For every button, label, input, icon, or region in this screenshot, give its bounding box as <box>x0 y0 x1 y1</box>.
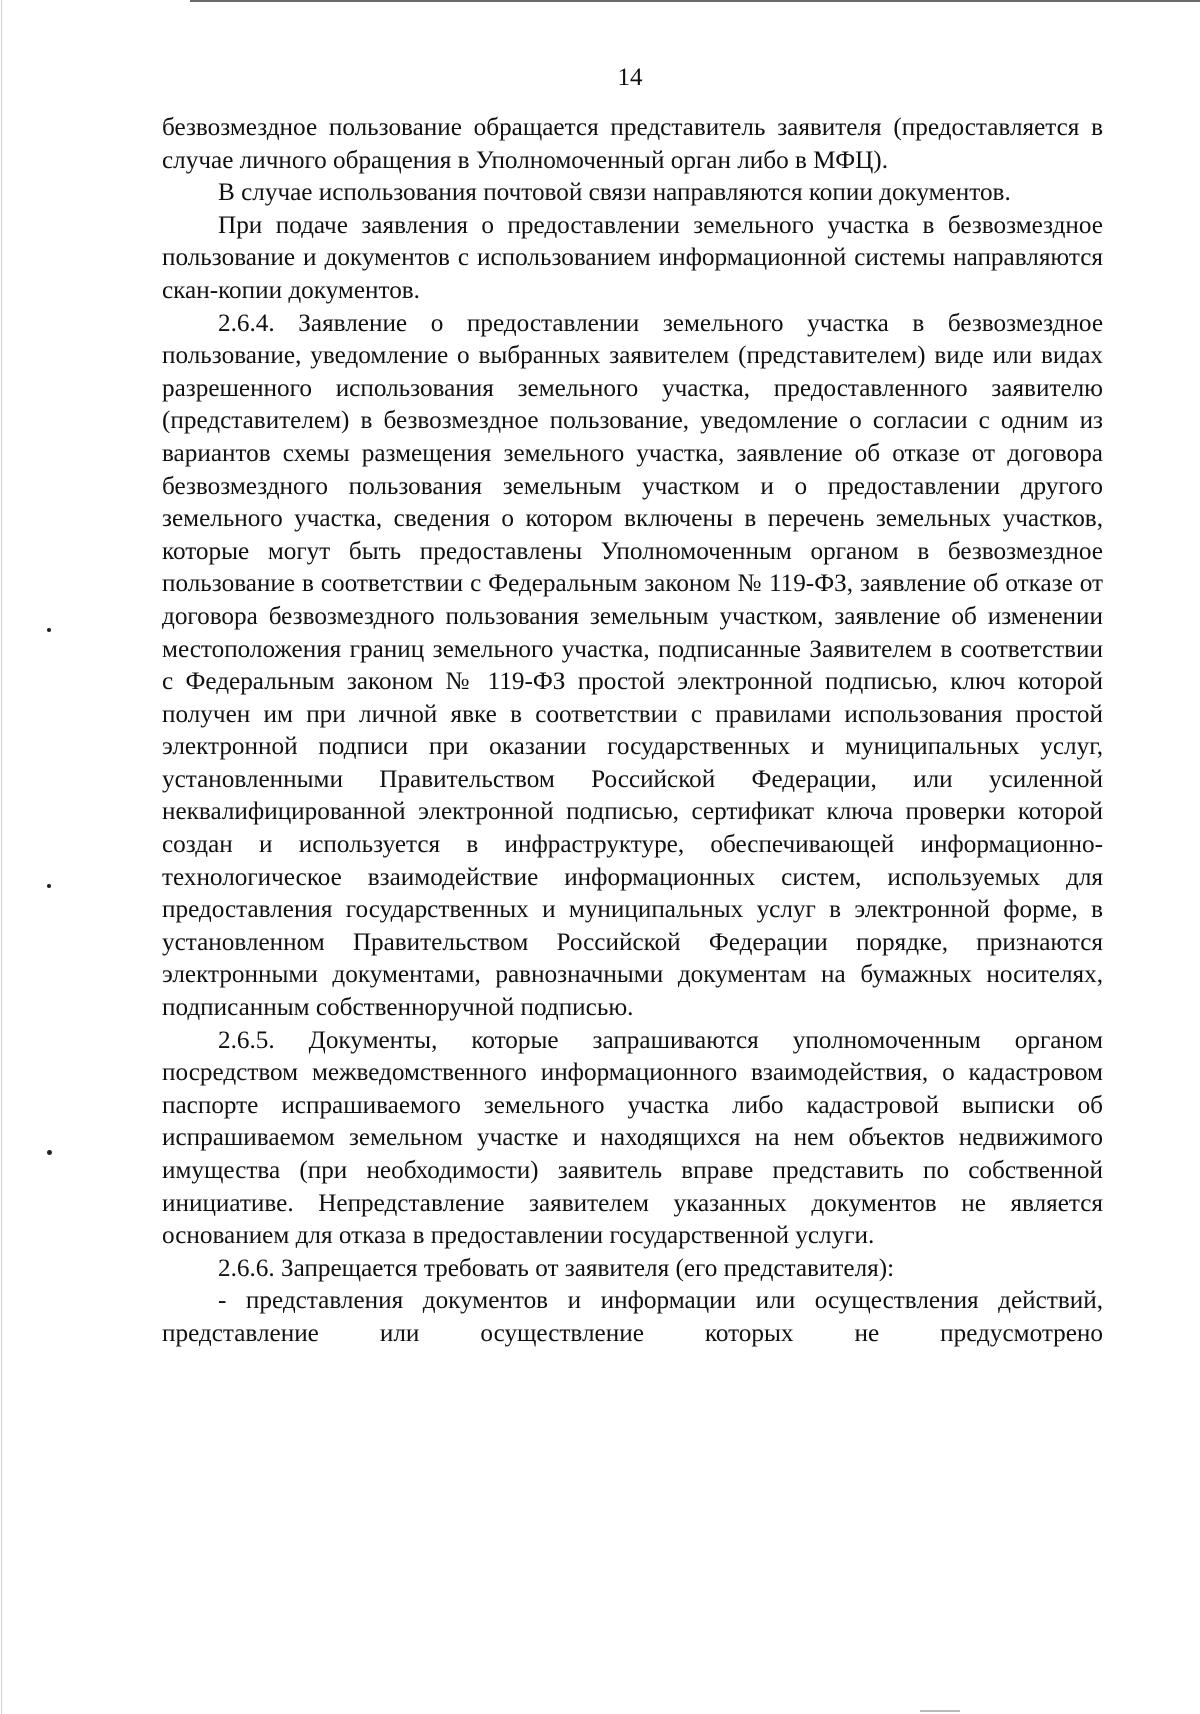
document-body <box>162 112 1103 1350</box>
paragraph-2-6-6: 2.6.6. Запрещается требовать от заявителя (его представителя): <box>218 1254 895 1282</box>
paragraph-information-system: При подаче заявления о предоставлении земельного участка в безвозмездное пользование и документов с использованием информационной системы направляются скан-копии документов. <box>162 211 1103 304</box>
scan-edge-top <box>190 0 1200 2</box>
paragraph-2-6-5: 2.6.5. Документы, которые запрашиваются уполномоченным органом посредством межведомственного информационного взаимодействия, о кадастровом паспорте испрашиваемого земельного участка либо кадастровой выписки об испрашиваемом земельном участке и находящихся на нем объектов недвижимого имущества (при необходимости) заявитель вправе представить по собственной инициативе. Непредставление заявителем указанных документов не является основанием для отказа в предоставлении государственной услуги. <box>162 1026 1103 1250</box>
scan-speck <box>47 628 51 632</box>
scan-speck <box>47 884 51 888</box>
scan-smudge <box>920 1710 960 1712</box>
paragraph-postal: В случае использования почтовой связи направляются копии документов. <box>218 179 1011 207</box>
scan-speck <box>47 1150 52 1155</box>
paragraph-2-6-4: 2.6.4. Заявление о предоставлении земельного участка в безвозмездное пользование, уведомление о выбранных заявителем (представителем) виде или видах разрешенного использования земельного участка, предоставленного заявителю (представителем) в безвозмездное пользование, уведомление о согласии с одним из вариантов схемы размещения земельного участка, заявление об отказе от договора безвозмездного пользования земельным участком и о предоставлении другого земельного участка, сведения о котором включены в перечень земельных участков, которые могут быть предоставлены Уполномоченным органом в безвозмездное пользование в соответствии с Федеральным законом № 119-ФЗ, заявление об отказе от договора безвозмездного пользования земельным участком, заявление об изменении местоположения границ земельного участка, подписанные Заявителем в соответствии с Федеральным законом № 119-ФЗ простой электронной подписью, ключ которой получен им при личной явке в соответствии с правилами использования простой электронной подписи при оказании государственных и муниципальных услуг, установленными Правительством Российской Федерации, или усиленной неквалифицированной электронной подписью, сертификат ключа проверки которой создан и используется в инфраструктуре, обеспечивающей информационно-технологическое взаимодействие информационных систем, используемых для предоставления государственных и муниципальных услуг в электронной форме, в установленном Правительством Российской Федерации порядке, признаются электронными документами, равнозначными документам на бумажных носителях, подписанным собственноручной подписью. <box>162 309 1103 1022</box>
scan-edge-left <box>1 0 2 1714</box>
list-item-dash: - представления документов и информации или осуществления действий, представление или осуществление которых не предусмотрено <box>162 1287 1103 1347</box>
page-number: 14 <box>617 64 643 91</box>
paragraph-continuation: безвозмездное пользование обращается представитель заявителя (предоставляется в случае личного обращения в Уполномоченный орган либо в МФЦ). <box>162 114 1103 174</box>
